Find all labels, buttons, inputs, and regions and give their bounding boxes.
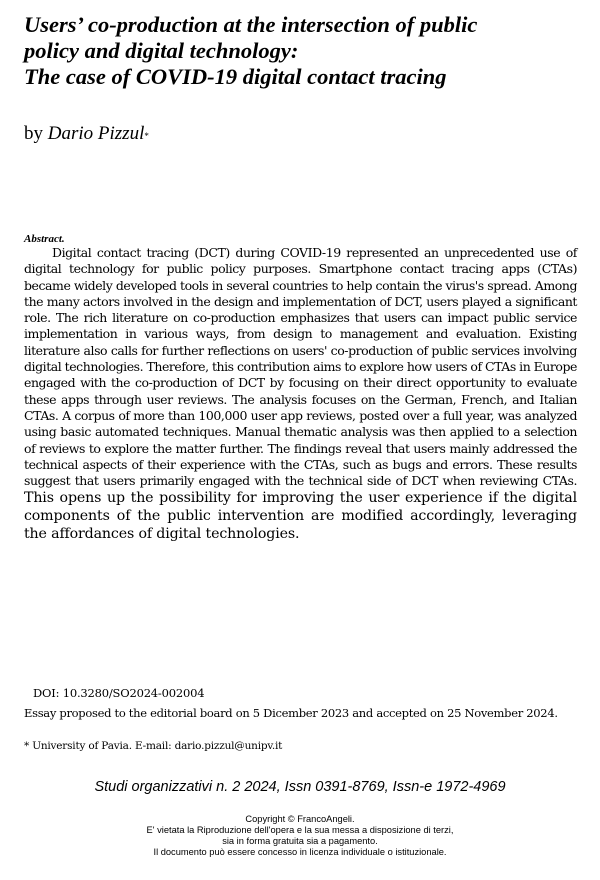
abstract-body-main: Digital contact tracing (DCT) during COVID-19 represented an unprecedented use of digital technology for public policy purposes. Smartphone contact tracing apps (CTAs) became widely developed tools in several countries to help contain the virus's spread. Among the many actors involved in the design and implementation of DCT, users played a significant role. The rich literature on co-production emphasizes that users can impact public service implementation in various ways, from design to management and evaluation. Existing literature also calls for further reflections on users' co-production of public services involving digital technologies. Therefore, this contribution aims to explore how users of CTAs in Europe engaged with the co-production of DCT by focusing on their direct opportunity to evaluate these apps through user reviews. The analysis focuses on the German, French, and Italian CTAs. A corpus of more than 100,000 user app reviews, posted over a full year, was analyzed using basic automated techniques. Manual thematic analysis was then applied to a selection of reviews to explore the matter further. The findings reveal that users mainly addressed the technical aspects of their experience with the CTAs, such as bugs and errors. These results suggest that users primarily engaged with the technical side of DCT when reviewing CTAs. bbox=[24, 245, 577, 489]
doi-line: DOI: 10.3280/SO2024-002004 bbox=[33, 686, 205, 700]
title-line-1: Users’ co-production at the intersection of public bbox=[24, 12, 478, 37]
article-title bbox=[24, 12, 584, 90]
author-affiliation: * University of Pavia. E-mail: dario.pizzul@unipv.it bbox=[24, 740, 283, 752]
author-name: Dario Pizzul bbox=[47, 123, 145, 144]
copyright-line-2: E' vietata la Riproduzione dell'opera e la sua messa a disposizione di terzi, bbox=[146, 825, 454, 835]
byline bbox=[24, 122, 149, 146]
abstract-body-tail: This opens up the possibility for improving the user experience if the digital components of the public intervention are modified accordingly, leveraging the affordances of digital technologies. bbox=[24, 490, 577, 543]
byline-prefix: by bbox=[24, 123, 43, 144]
title-line-3: The case of COVID-19 digital contact tracing bbox=[24, 64, 447, 89]
copyright-line-3: sia in forma gratuita sia a pagamento. bbox=[222, 836, 378, 846]
journal-citation: Studi organizzativi n. 2 2024, Issn 0391-8769, Issn-e 1972-4969 bbox=[94, 779, 506, 795]
copyright-notice bbox=[0, 814, 600, 858]
copyright-line-4: Il documento può essere concesso in licenza individuale o istituzionale. bbox=[153, 847, 447, 857]
submission-note: Essay proposed to the editorial board on 5 Dicember 2023 and accepted on 25 November 2024. bbox=[24, 706, 558, 720]
author-footnote-marker: * bbox=[144, 131, 149, 141]
abstract-text bbox=[24, 245, 577, 543]
title-line-2: policy and digital technology: bbox=[24, 38, 299, 63]
abstract-heading: Abstract. bbox=[24, 233, 65, 245]
copyright-line-1: Copyright © FrancoAngeli. bbox=[245, 814, 355, 824]
